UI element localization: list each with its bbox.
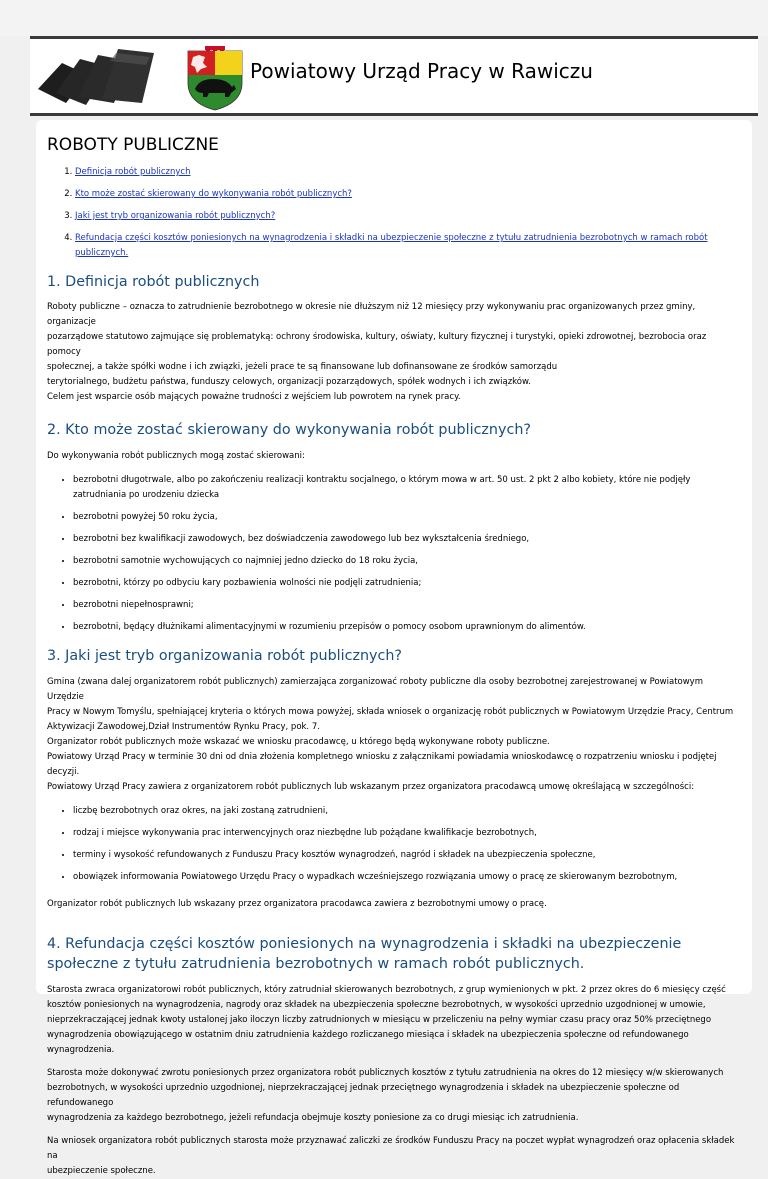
text-line: terytorialnego, budżetu państwa, funduszy celowych, organizacji pozarządowych, spółek wodnych i ich związków.	[47, 377, 531, 387]
toc-item	[75, 231, 742, 261]
text-line: Pracy w Nowym Tomyślu, spełniającej kryteria o których mowa powyżej, składa wniosek o organizację robót publicznych w Powiatowym Urzędzie Pracy, Centrum	[47, 707, 734, 717]
text-line: Starosta zwraca organizatorowi robót publicznych, który zatrudniał skierowanych bezrobotnych, z grup wymienionych w pkt. 2 przez okres do 6 miesięcy część	[47, 985, 726, 995]
text-line: społecznej, a także spółki wodne i ich związki, jeżeli prace te są finansowane lub dofinansowane ze środków samorządu	[47, 362, 558, 372]
list-item: • liczbę bezrobotnych oraz okres, na jaki zostaną zatrudnieni,	[73, 804, 742, 819]
section-3-heading: 3. Jaki jest tryb organizowania robót publicznych?	[47, 648, 403, 664]
site-header	[30, 36, 758, 116]
text-line: kosztów poniesionych na wynagrodzenia, nagrody oraz składek na ubezpieczenia społeczne bezrobotnych, w wysokości uprzednio uzgodnionej w umowie,	[47, 1000, 706, 1010]
documents-logo-icon	[30, 41, 170, 116]
section-1-heading: 1. Definicja robót publicznych	[47, 274, 260, 290]
list-item: • bezrobotni, którzy po odbyciu kary pozbawienia wolności nie podjęli zatrudnienia;	[73, 576, 742, 591]
text-line: pozarządowe statutowo zajmujące się problematyką: ochrony środowiska, kultury, oświaty, kultury fizycznej i turystyki, opieki zdrowotnej, bezrobocia oraz pomocy	[47, 332, 707, 357]
list-item: • rodzaj i miejsce wykonywania prac interwencyjnych oraz niezbędne lub pożądane kwalifikacje bezrobotnych,	[73, 826, 742, 841]
section-4-paragraph-2	[47, 1066, 742, 1126]
page-title: ROBOTY PUBLICZNE	[47, 135, 219, 155]
toc-item	[75, 165, 742, 180]
text-line: nieprzekraczającej jednak kwoty ustalonej jako iloczyn liczby zatrudnionych w miesiącu w przeliczeniu na pełny wymiar czasu pracy oraz 50% przeciętnego	[47, 1015, 712, 1025]
section-1-body	[47, 300, 742, 405]
coat-of-arms-icon	[185, 45, 245, 111]
text-line: bezrobotnych, w wysokości uprzednio uzgodnionej, nieprzekraczającej jednak przeciętnego wynagrodzenia i składek na ubezpieczenie społeczne od refundowanego	[47, 1083, 680, 1108]
toc-item	[75, 209, 742, 224]
text-line: Starosta może dokonywać zwrotu poniesionych przez organizatora robót publicznych kosztów z tytułu zatrudnienia na okres do 12 miesięcy w/w skierowanych	[47, 1068, 724, 1078]
section-2-list	[47, 473, 742, 635]
top-bar	[0, 0, 768, 36]
section-4-heading: 4. Refundacja części kosztów poniesionych na wynagrodzenia i składki na ubezpieczenie społeczne z tytułu zatrudnienia bezrobotnych w ramach robót publicznych.	[47, 936, 682, 972]
toc-link-refundacja[interactable]: Refundacja części kosztów poniesionych na wynagrodzenia i składki na ubezpieczenie społeczne z tytułu zatrudnienia bezrobotnych w ramach robót publicznych.	[75, 233, 708, 258]
text-line: Aktywizacji Zawodowej,Dział Instrumentów Rynku Pracy, pok. 7.	[47, 722, 320, 732]
section-2-heading: 2. Kto może zostać skierowany do wykonywania robót publicznych?	[47, 422, 531, 438]
toc-link-tryb[interactable]: Jaki jest tryb organizowania robót publicznych?	[75, 211, 276, 221]
list-item: • bezrobotni bez kwalifikacji zawodowych, bez doświadczenia zawodowego lub bez wykształcenia średniego,	[73, 532, 742, 547]
list-item: • bezrobotni niepełnosprawni;	[73, 598, 742, 613]
toc-item	[75, 187, 742, 202]
list-item: • bezrobotni samotnie wychowujących co najmniej jedno dziecko do 18 roku życia,	[73, 554, 742, 569]
section-4-paragraph-1	[47, 983, 742, 1058]
section-3-list	[47, 804, 742, 885]
list-item: • bezrobotni, będący dłużnikami alimentacyjnymi w rozumieniu przepisów o pomocy osobom uprawnionym do alimentów.	[73, 620, 742, 635]
text-line: Roboty publiczne – oznacza to zatrudnienie bezrobotnego w okresie nie dłuższym niż 12 miesięcy przy wykonywaniu prac organizowanych przez gminy, organizacje	[47, 302, 696, 327]
text-line: Na wniosek organizatora robót publicznych starosta może przyznawać zaliczki ze środków Funduszu Pracy na poczet wypłat wynagrodzeń oraz opłacenia składek na	[47, 1136, 735, 1161]
toc-link-kto[interactable]: Kto może zostać skierowany do wykonywania robót publicznych?	[75, 189, 352, 199]
list-item: • bezrobotni powyżej 50 roku życia,	[73, 510, 742, 525]
text-line: Powiatowy Urząd Pracy w terminie 30 dni od dnia złożenia kompletnego wniosku z załącznikami powiadamia wnioskodawcę o rozpatrzeniu wniosku i podjętej decyzji.	[47, 752, 717, 777]
content-page	[36, 120, 752, 1176]
list-item: • terminy i wysokość refundowanych z Funduszu Pracy kosztów wynagrodzeń, nagród i składek na ubezpieczenia społeczne,	[73, 848, 742, 863]
text-line: Gmina (zwana dalej organizatorem robót publicznych) zamierzająca zorganizować roboty publiczne dla osoby bezrobotnej zarejestrowanej w Powiatowym Urzędzie	[47, 677, 703, 702]
text-line: wynagrodzenia obowiązującego w ostatnim dniu zatrudnienia każdego rozliczanego miesiąca i składek na ubezpieczenia społeczne od refundowanego wynagrodzenia.	[47, 1030, 689, 1055]
section-4-paragraph-3	[47, 1134, 742, 1179]
site-title: Powiatowy Urząd Pracy w Rawiczu	[250, 59, 593, 83]
section-2-intro: Do wykonywania robót publicznych mogą zostać skierowani:	[47, 451, 305, 461]
section-3-body	[47, 675, 742, 795]
section-3-closing: Organizator robót publicznych lub wskazany przez organizatora pracodawca zawiera z bezrobotnymi umowy o pracę.	[47, 899, 547, 909]
list-item: • bezrobotni długotrwale, albo po zakończeniu realizacji kontraktu socjalnego, o którym mowa w art. 50 ust. 2 pkt 2 albo kobiety, które nie podjęły zatrudniania po urodzeniu dziecka	[73, 473, 742, 503]
text-line: ubezpieczenie społeczne.	[47, 1166, 156, 1176]
list-item: • obowiązek informowania Powiatowego Urzędu Pracy o wypadkach wcześniejszego rozwiązania umowy o pracę ze skierowanym bezrobotnym,	[73, 870, 742, 885]
text-line: Organizator robót publicznych może wskazać we wniosku pracodawcę, u którego będą wykonywane roboty publiczne.	[47, 737, 550, 747]
article	[47, 134, 742, 1179]
toc-link-definicja[interactable]: Definicja robót publicznych	[75, 167, 191, 177]
text-line: wynagrodzenia za każdego bezrobotnego, jeżeli refundacja obejmuje koszty poniesione za co drugi miesiąc ich zatrudnienia.	[47, 1113, 579, 1123]
text-line: Celem jest wsparcie osób mających poważne trudności z wejściem lub powrotem na rynek pracy.	[47, 392, 461, 402]
table-of-contents	[47, 165, 742, 261]
text-line: Powiatowy Urząd Pracy zawiera z organizatorem robót publicznych lub wskazanym przez organizatora pracodawcą umowę określającą w szczególności:	[47, 782, 695, 792]
